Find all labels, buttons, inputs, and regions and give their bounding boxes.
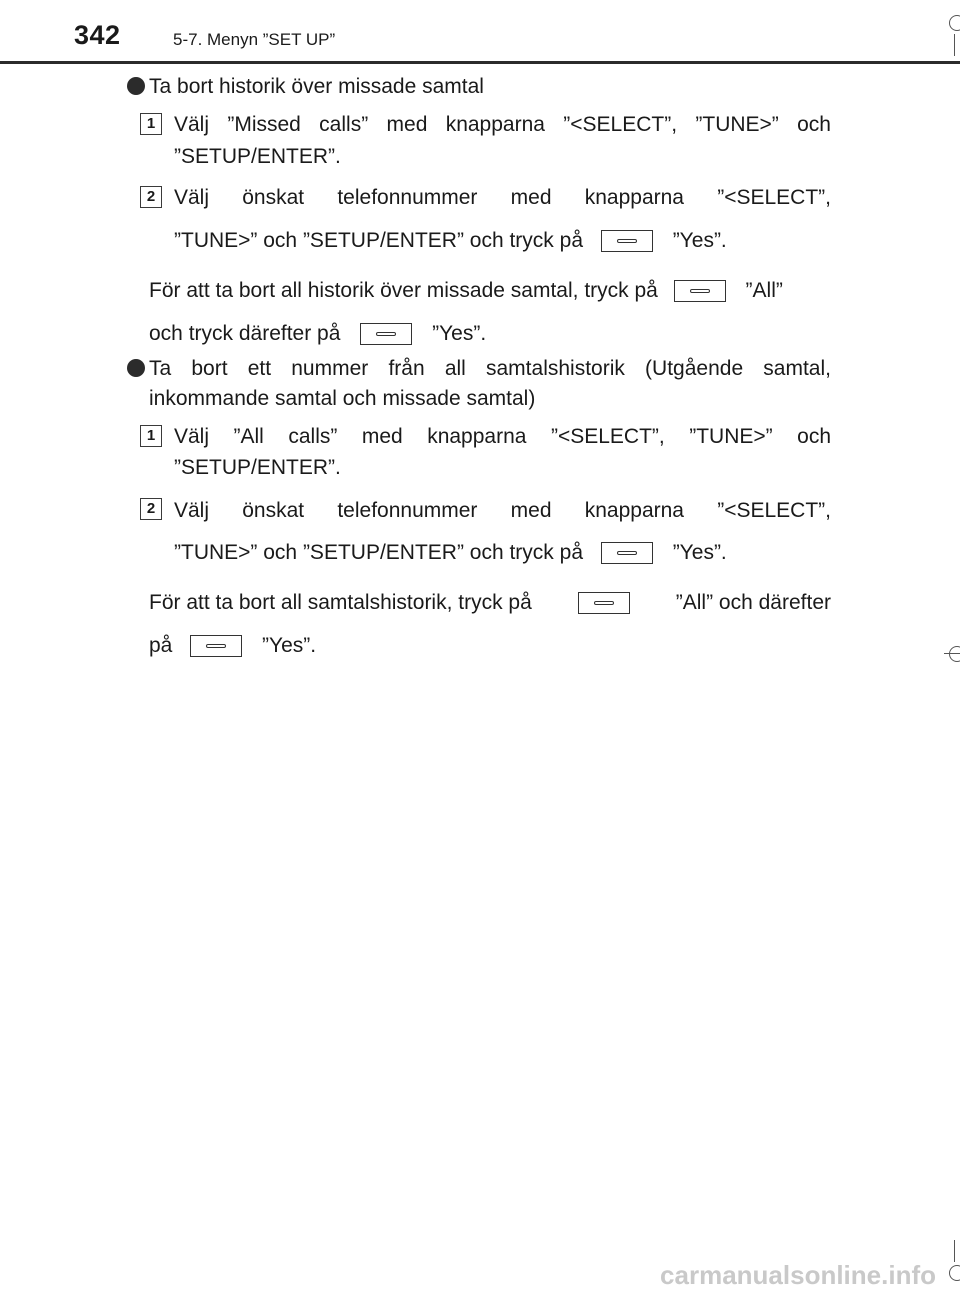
header-rule [0,61,960,64]
note-text [149,590,831,616]
screen-button-icon [601,542,653,564]
step-text: ”SETUP/ENTER”. [174,145,341,168]
bullet-heading: Ta bort historik över missade samtal [149,75,484,98]
step-text: Välj önskat telefonnummer med knapparna ”<SELECT”, [174,499,831,522]
note-text [149,321,486,347]
step-text: Välj önskat telefonnummer med knapparna ”<SELECT”, [174,186,831,209]
step-number-badge: 2 [140,498,162,520]
crop-mark-icon [949,646,960,662]
note-text-part: För att ta bort all historik över missade samtal, tryck på [149,279,658,302]
bullet-heading: inkommande samtal och missade samtal) [149,387,536,410]
step-text-part: ”TUNE>” och ”SETUP/ENTER” och tryck på [174,541,583,564]
step-text-part: ”Yes”. [672,541,727,564]
crop-mark-icon [944,653,960,654]
note-text [149,633,316,659]
crop-mark-icon [954,34,955,56]
screen-button-icon [601,230,653,252]
step-number-badge: 1 [140,425,162,447]
note-text-part: ”Yes”. [432,322,487,345]
note-text [149,278,783,304]
section-title: 5-7. Menyn ”SET UP” [173,30,336,49]
screen-button-icon [674,280,726,302]
step-number-badge: 1 [140,113,162,135]
crop-mark-icon [949,15,960,31]
step-number-badge: 2 [140,186,162,208]
note-text-part: ”Yes”. [262,634,317,657]
step-text: ”SETUP/ENTER”. [174,456,341,479]
crop-mark-icon [954,1240,955,1262]
step-text: Välj ”Missed calls” med knapparna ”<SELECT”, ”TUNE>” och [174,113,831,136]
screen-button-icon [578,592,630,614]
note-text-part: ”All” och därefter [675,591,831,614]
crop-mark-icon [949,1265,960,1281]
bullet-icon [127,77,145,95]
page-number: 342 [74,20,121,50]
bullet-icon [127,359,145,377]
note-text-part: ”All” [745,279,783,302]
step-text [174,540,727,566]
note-text-part: på [149,634,173,657]
step-text [174,228,727,254]
watermark: carmanualsonline.info [660,1260,936,1290]
step-text-part: ”TUNE>” och ”SETUP/ENTER” och tryck på [174,229,583,252]
step-text: Välj ”All calls” med knapparna ”<SELECT”, ”TUNE>” och [174,425,831,448]
screen-button-icon [360,323,412,345]
screen-button-icon [190,635,242,657]
note-text-part: För att ta bort all samtalshistorik, tryck på [149,591,532,614]
step-text-part: ”Yes”. [672,229,727,252]
bullet-heading: Ta bort ett nummer från all samtalshistorik (Utgående samtal, [149,357,831,380]
note-text-part: och tryck därefter på [149,322,341,345]
